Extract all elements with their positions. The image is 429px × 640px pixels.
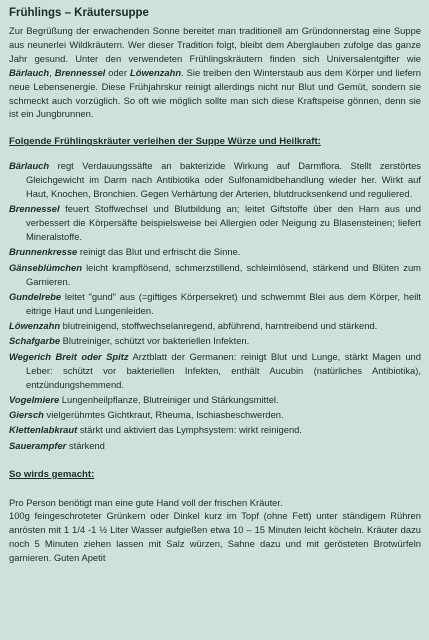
herb-description: vielgerühmtes Gichtkraut, Rheuma, Ischiasbeschwerden.: [43, 409, 284, 421]
herb-description: leicht krampflösend, schmerzstillend, schleimlösend, stärkend und Blüten zum Garnieren.: [26, 261, 421, 287]
method-paragraph: Pro Person benötigt man eine gute Hand voll der frischen Kräuter.: [9, 496, 283, 508]
herb-name: Giersch: [9, 409, 44, 421]
herb-description: Lungenheilpflanze, Blutreiniger und Stärkungsmittel.: [59, 393, 279, 405]
herb-name: Vogelmiere: [9, 393, 60, 405]
herb-description: blutreinigend, stoffwechselanregend, abführend, harntreibend und stärkend.: [60, 320, 378, 332]
herb-item: [9, 290, 421, 318]
herb-description: stärkt und aktiviert das Lymphsystem: wirkt reinigend.: [77, 424, 302, 436]
herb-description: Blutreiniger, schützt vor bakteriellen Infekten.: [60, 335, 250, 347]
herb-item: [9, 423, 421, 437]
herb-name: Löwenzahn: [9, 320, 61, 332]
herb-name: Wegerich Breit oder Spitz: [9, 350, 129, 362]
herb-description: feuert Stoffwechsel und Blutbildung an; leitet Giftstoffe über den Harn aus und verbessert die Körpersäfte beispielsweise bei Allergien oder Neigung zu Blasensteinen; liefert Mineralstoffe.: [26, 203, 421, 243]
herb-description: leitet "gund" aus (=giftiges Körpersekret) und schwemmt Blei aus dem Körper, heilt eitrige Haut und Lungenleiden.: [26, 290, 421, 316]
herb-description: regt Verdauungssäfte an bakterizide Wirkung auf Darmflora. Stellt zerstörtes Gleichgewicht im Darm nach Antibiotika oder Sulfonamidbehandlung wieder her. Wirkt auf Haut, Knochen, Bronchien. Gegen Verhärtung der Arterien, blutdrucksenkend und reguliered.: [26, 160, 421, 200]
herb-item: [9, 245, 421, 259]
herb-item: [9, 408, 421, 422]
herb-item: [9, 319, 421, 333]
herb-item: [9, 202, 421, 244]
method-paragraph: 100g feingeschroteter Grünkern oder Dinkel kurz im Topf (ohne Fett) unter ständigem Rühren anrösten mit 1 1/4 -1 ½ Liter Wasser aufgießen etwa 10 – 15 Minuten leicht köcheln. Kräuter dazu noch 5 Minuten ziehen lassen mit Salz würzen, Sahne dazu und mit gerösteten Brotwürfeln garnieren. Guten Apetit: [9, 510, 421, 564]
intro-herb-baerlauch: Bärlauch: [9, 66, 50, 78]
intro-paragraph: [9, 24, 421, 121]
herb-name: Brennessel: [9, 203, 60, 215]
herb-description: stärkend: [66, 439, 105, 451]
herb-name: Bärlauch: [9, 160, 50, 172]
herb-name: Klettenlabkraut: [9, 424, 78, 436]
herbs-heading: Folgende Frühlingskräuter verleihen der Suppe Würze und Heilkraft:: [9, 136, 321, 148]
method-section: [9, 496, 421, 566]
page-title: Frühlings – Kräutersuppe: [9, 7, 149, 19]
herb-list: [9, 159, 421, 452]
intro-text-1: Zur Begrüßung der erwachenden Sonne bereitet man traditionell am Gründonnerstag eine Suppe aus neunerlei Wildkräutern. Wer dieser Tradition folgt, bleibt dem Aberglauben zufolge das ganze Jahr gesund. Unter den verwendeten Frühlingskräutern finden sich Universalentgifter wie: [9, 25, 421, 64]
intro-sep-1: ,: [49, 66, 55, 78]
herb-item: [9, 350, 421, 392]
herb-name: Schafgarbe: [9, 335, 61, 347]
herb-name: Gundelrebe: [9, 290, 62, 302]
herb-item: [9, 159, 421, 201]
intro-text-2: . Sie treiben den Winterstaub aus dem Körper und liefern neue Lebensenergie. Diese Frühjahrskur reinigt allerdings nicht nur Blut und Gemüt, sondern sie schmeckt auch vorzüglich. So oft wie möglich sollte man sich diese Kraftspeise gönnen, denn sie ist ein Jungbrunnen.: [9, 66, 422, 120]
herb-description: reinigt das Blut und erfrischt die Sinne.: [77, 246, 241, 258]
method-heading: So wirds gemacht:: [9, 468, 95, 480]
herb-description: Arztblatt der Germanen: reinigt Blut und Lunge, stärkt Magen und Leber: schützt vor bakteriellen Infekten, enthält Aucubin (natürliches Antibiotika), entzündungshemmend.: [26, 350, 421, 390]
intro-herb-loewenzahn: Löwenzahn: [130, 66, 182, 78]
herb-item: [9, 393, 421, 407]
herb-name: Brunnenkresse: [9, 246, 78, 258]
herb-item: [9, 334, 421, 348]
intro-herb-brennessel: Brennessel: [54, 66, 106, 78]
intro-sep-2: oder: [105, 66, 130, 78]
herb-item: [9, 261, 421, 289]
herb-item: [9, 439, 421, 453]
herb-name: Sauerampfer: [9, 439, 67, 451]
herb-name: Gänseblümchen: [9, 261, 82, 273]
